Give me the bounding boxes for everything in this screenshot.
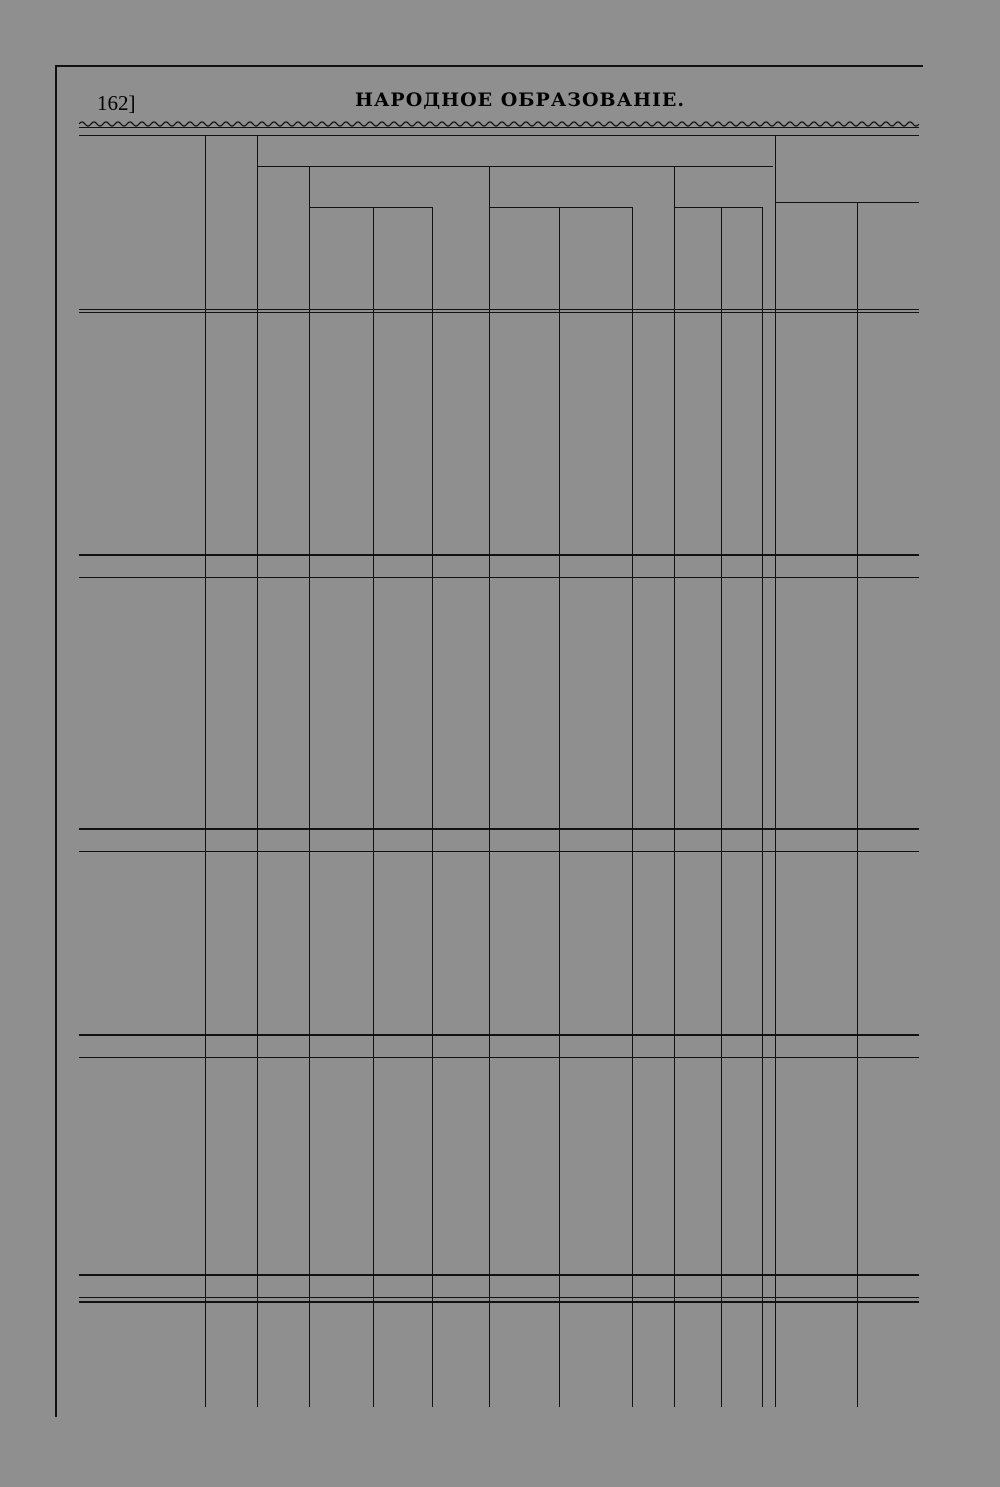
row-rule <box>489 207 632 208</box>
column-rule <box>559 207 560 1407</box>
row-rule <box>309 207 432 208</box>
row-rule <box>257 166 773 167</box>
row-rule <box>79 851 919 852</box>
column-rule <box>857 202 858 1407</box>
row-rule <box>79 828 919 830</box>
column-rule <box>489 166 490 1407</box>
row-rule <box>79 1034 919 1036</box>
column-rule <box>205 135 206 1407</box>
column-rule <box>762 207 763 1407</box>
column-rule <box>775 135 776 1407</box>
row-rule <box>79 127 919 128</box>
row-rule <box>79 554 919 556</box>
row-rule <box>79 1297 919 1298</box>
row-rule <box>674 207 762 208</box>
row-rule <box>79 577 919 578</box>
page-number: 162] <box>97 91 136 115</box>
page-title: НАРОДНОЕ ОБРАЗОВАНІЕ. <box>355 89 686 111</box>
column-rule <box>674 166 675 1407</box>
row-rule <box>79 1274 919 1276</box>
column-rule <box>373 207 374 1407</box>
row-rule <box>775 202 919 203</box>
column-rule <box>632 207 633 1407</box>
row-rule <box>79 1057 919 1058</box>
book-page <box>55 65 923 1417</box>
column-rule <box>257 135 258 1407</box>
column-rule <box>309 166 310 1407</box>
column-rule <box>721 207 722 1407</box>
row-rule <box>79 1301 919 1303</box>
column-rule <box>432 207 433 1407</box>
